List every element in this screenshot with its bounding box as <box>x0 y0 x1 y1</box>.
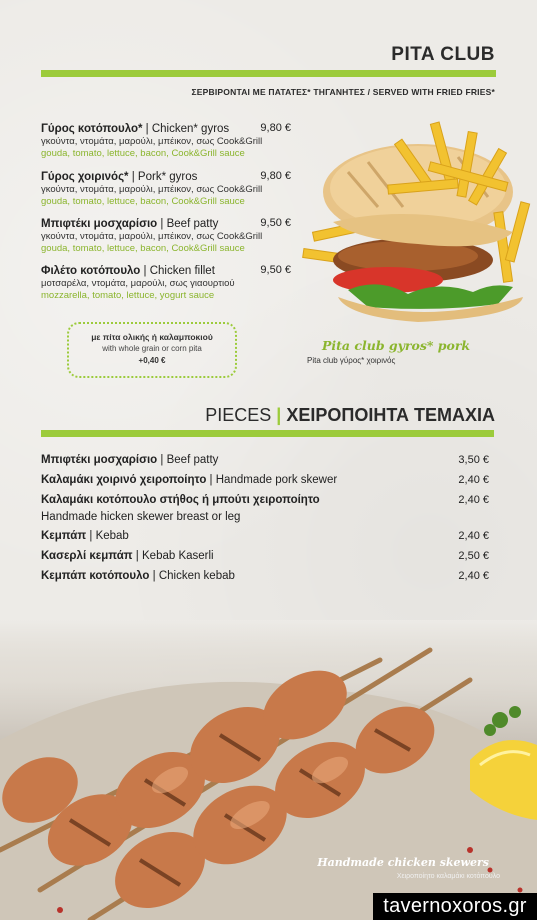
piece-name-en: Handmade hicken skewer breast or leg <box>41 511 241 523</box>
item-desc-en: gouda, tomato, lettuce, bacon, Cook&Grill sauce <box>41 148 245 159</box>
pita-option-price: +0,40 € <box>138 356 166 365</box>
item-name-en: Pork* gyros <box>137 171 198 183</box>
list-item: Κασερλί κεμπάπ | Kebab Kaserli 2,50 € <box>41 548 489 565</box>
pieces-title-gr: ΧΕΙΡΟΠΟΙΗΤΑ ΤΕΜΑΧΙΑ <box>286 405 495 425</box>
item-desc-gr: γκούντα, ντομάτα, μαρούλι, μπέικον, σως Cook&Grill <box>41 184 263 195</box>
website-brand: tavernoxoros.gr <box>373 893 537 920</box>
piece-price: 2,40 € <box>458 530 489 542</box>
menu-item: Γύρος κοτόπουλο* | Chicken* gyros 9,80 € γκούντα, ντομάτα, μαρούλι, μπέικον, σως Cook&Grill gouda, tomato, lettuce, bacon, Cook&Grill sauce <box>41 122 291 159</box>
item-price: 9,80 € <box>260 122 291 134</box>
pita-photo-caption: Pita club gyros* pork <box>322 338 471 353</box>
item-desc-en: gouda, tomato, lettuce, bacon, Cook&Grill sauce <box>41 196 245 207</box>
piece-name-gr: Καλαμάκι χοιρινό χειροποίητο <box>41 474 207 486</box>
piece-name-gr: Κασερλί κεμπάπ <box>41 550 133 562</box>
pieces-title <box>205 405 495 426</box>
piece-name-en: Kebab <box>95 530 129 542</box>
item-name-gr: Φιλέτο κοτόπουλο <box>41 265 141 277</box>
skewers-photo-caption-gr: Χειροποίητο καλαμάκι κοτόπουλο <box>396 873 500 880</box>
pita-option-gr: με πίτα ολικής ή καλαμποκιού <box>91 332 213 342</box>
menu-item: Φιλέτο κοτόπουλο | Chicken fillet 9,50 € μοτσαρέλα, ντομάτα, μαρούλι, σως γιαουρτιού mozzarella, tomato, lettuce, yogurt sauce <box>41 264 291 301</box>
list-item: Καλαμάκι χοιρινό χειροποίητο | Handmade pork skewer 2,40 € <box>41 472 489 489</box>
item-name-gr: Γύρος χοιρινός* <box>41 171 129 183</box>
piece-name-en: Kebab Kaserli <box>142 550 214 562</box>
list-item: Κεμπάπ κοτόπουλο | Chicken kebab 2,40 € <box>41 568 489 585</box>
pita-photo-caption-gr: Pita club γύρος* χοιρινός <box>307 356 396 365</box>
piece-name-en: Chicken kebab <box>158 570 235 582</box>
piece-price: 2,40 € <box>458 494 489 506</box>
item-desc-gr: γκούντα, ντομάτα, μαρούλι, μπέικον, σως Cook&Grill <box>41 136 263 147</box>
piece-price: 3,50 € <box>458 454 489 466</box>
piece-name-gr: Καλαμάκι κοτόπουλο στήθος ή μπούτι χειροποίητο <box>41 494 320 506</box>
piece-name-en: Handmade pork skewer <box>215 474 338 486</box>
pieces-divider <box>41 430 494 437</box>
piece-price: 2,40 € <box>458 474 489 486</box>
item-name-gr: Γύρος κοτόπουλο* <box>41 123 143 135</box>
pita-club-divider <box>41 70 496 77</box>
item-name-gr: Μπιφτέκι μοσχαρίσιο <box>41 218 158 230</box>
list-item <box>41 492 489 526</box>
item-price: 9,50 € <box>260 217 291 229</box>
item-name-en: Chicken fillet <box>149 265 215 277</box>
pita-gyros-photo <box>288 112 537 327</box>
item-desc-gr: μοτσαρέλα, ντομάτα, μαρούλι, σως γιαουρτιού <box>41 278 235 289</box>
piece-name-en: Beef patty <box>166 454 219 466</box>
item-price: 9,50 € <box>260 264 291 276</box>
pieces-title-en: PIECES <box>205 405 272 425</box>
menu-item: Μπιφτέκι μοσχαρίσιο | Beef patty 9,50 € γκούντα, ντομάτα, μαρούλι, μπέικον, σως Cook&Grill gouda, tomato, lettuce, bacon, Cook&Grill sauce <box>41 217 291 254</box>
piece-name-gr: Μπιφτέκι μοσχαρίσιο <box>41 454 158 466</box>
item-name-en: Beef patty <box>166 218 219 230</box>
menu-item: Γύρος χοιρινός* | Pork* gyros 9,80 € γκούντα, ντομάτα, μαρούλι, μπέικον, σως Cook&Grill gouda, tomato, lettuce, bacon, Cook&Grill sauce <box>41 170 291 207</box>
item-name-en: Chicken* gyros <box>151 123 230 135</box>
pita-option-en: with whole grain or corn pita <box>102 344 202 353</box>
item-desc-en: gouda, tomato, lettuce, bacon, Cook&Grill sauce <box>41 243 245 254</box>
pita-club-subtitle: ΣΕΡΒΙΡΟΝΤΑΙ ΜΕ ΠΑΤΑΤΕΣ* ΤΗΓΑΝΗΤΕΣ / SERVED WITH FRIED FRIES* <box>191 87 495 97</box>
item-desc-en: mozzarella, tomato, lettuce, yogurt sauce <box>41 290 215 301</box>
pieces-list <box>41 452 489 585</box>
piece-price: 2,50 € <box>458 550 489 562</box>
piece-price: 2,40 € <box>458 570 489 582</box>
pita-option-box <box>67 322 237 378</box>
item-price: 9,80 € <box>260 170 291 182</box>
pieces-title-separator: | <box>276 405 282 425</box>
piece-name-gr: Κεμπάπ <box>41 530 87 542</box>
pita-club-title: PITA CLUB <box>391 44 495 65</box>
list-item: Κεμπάπ | Kebab 2,40 € <box>41 528 489 545</box>
list-item: Μπιφτέκι μοσχαρίσιο | Beef patty 3,50 € <box>41 452 489 469</box>
skewers-photo-caption: Handmade chicken skewers <box>317 856 489 869</box>
item-desc-gr: γκούντα, ντομάτα, μαρούλι, μπέικον, σως Cook&Grill <box>41 231 263 242</box>
piece-name-gr: Κεμπάπ κοτόπουλο <box>41 570 150 582</box>
